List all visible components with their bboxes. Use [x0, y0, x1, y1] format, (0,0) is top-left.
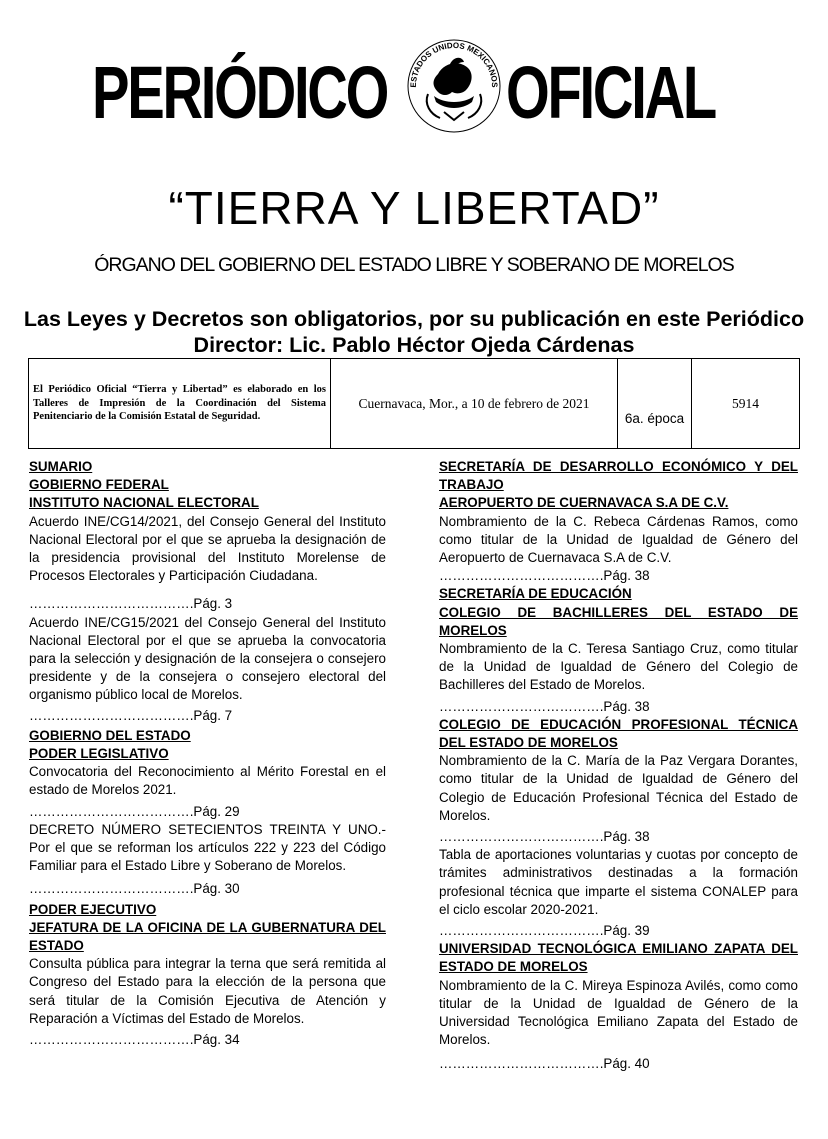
section-heading: PODER LEGISLATIVO [29, 746, 169, 762]
section-heading: AEROPUERTO DE CUERNAVACA S.A DE C.V. [439, 495, 729, 511]
organ-line: ÓRGANO DEL GOBIERNO DEL ESTADO LIBRE Y SOBERANO DE MORELOS [94, 254, 734, 276]
entry-text: Nombramiento de la C. Rebeca Cárdenas Ramos, como como titular de la Unidad de Igualdad de Género del Aeropuerto de Cuernavaca S.A de C.V. [439, 513, 798, 566]
section-heading: PODER EJECUTIVO [29, 901, 157, 917]
masthead-title-right: OFICIAL [506, 51, 715, 134]
entry-text: DECRETO NÚMERO SETECIENTOS TREINTA Y UNO.- Por el que se reforman los artículos 222 y 223 del Código Familiar para el Estado Libre y Soberano de Morelos. [29, 821, 386, 874]
printing-note: El Periódico Oficial “Tierra y Libertad” es elaborado en los Talleres de Impresión de la Coordinación del Sistema Penitenciario de la Comisión Estatal de Seguridad. [29, 359, 331, 448]
epoch-label: 6a. época [618, 359, 692, 448]
director-line: Director: Lic. Pablo Héctor Ojeda Cárdenas [193, 333, 635, 357]
section-heading: UNIVERSIDAD TECNOLÓGICA EMILIANO ZAPATA DEL ESTADO DE MORELOS [439, 941, 798, 975]
entry-page[interactable]: ……………………………….Pág. 34 [29, 1032, 240, 1048]
publication-date: Cuernavaca, Mor., a 10 de febrero de 2021 [331, 359, 618, 448]
entry-page[interactable]: ……………………………….Pág. 30 [29, 881, 240, 897]
entry-page[interactable]: ……………………………….Pág. 3 [29, 596, 233, 612]
entry-text: Convocatoria del Reconocimiento al Mérito Forestal en el estado de Morelos 2021. [29, 764, 386, 798]
entry-page[interactable]: ……………………………….Pág. 7 [29, 707, 233, 723]
entry-page[interactable]: ……………………………….Pág. 38 [439, 698, 650, 714]
national-seal-icon [404, 34, 504, 134]
section-heading: GOBIERNO FEDERAL [29, 477, 169, 493]
section-heading: GOBIERNO DEL ESTADO [29, 727, 191, 743]
issue-number: 5914 [732, 395, 759, 411]
entry-page[interactable]: ……………………………….Pág. 29 [29, 803, 240, 819]
entry-text: Nombramiento de la C. Mireya Espinoza Avilés, como como titular de la Unidad de Igualdad de Género de la Universidad Tecnológica Emiliano Zapata del Estado de Morelos. [439, 977, 798, 1048]
entry-text: Acuerdo INE/CG14/2021, del Consejo General del Instituto Nacional Electoral por el que se aprueba la designación de la presidencia provisional del Instituto Morelense de Procesos Electorales y Participación Ciudadana. [29, 513, 386, 584]
newspaper-subtitle: “TIERRA Y LIBERTAD” [168, 182, 660, 234]
section-heading: INSTITUTO NACIONAL ELECTORAL [29, 495, 259, 511]
section-heading: JEFATURA DE LA OFICINA DE LA GUBERNATURA DEL ESTADO [29, 919, 386, 954]
entry-page[interactable]: ……………………………….Pág. 40 [439, 1055, 650, 1071]
section-heading: COLEGIO DE BACHILLERES DEL ESTADO DE MORELOS [439, 604, 798, 638]
masthead [0, 34, 828, 144]
masthead-title-left: PERIÓDICO [92, 51, 388, 134]
entry-page[interactable]: ……………………………….Pág. 38 [439, 829, 650, 845]
entry-text: Tabla de aportaciones voluntarias y cuotas por concepto de trámites administrativos destinadas a la formación profesional técnica que imparte el sistema CONALEP para el ciclo escolar 2020-2021. [439, 847, 798, 917]
entry-text: Nombramiento de la C. Teresa Santiago Cruz, como titular de la Unidad de Igualdad de Género del Colegio de Bachilleres del Estado de Morelos. [439, 641, 798, 693]
entry-text: Consulta pública para integrar la terna que será remitida al Congreso del Estado para la elección de la persona que será titular de la Comisión Ejecutiva de Atención y Reparación a Víctimas del Estado de Morelos. [29, 956, 386, 1026]
laws-notice: Las Leyes y Decretos son obligatorios, por su publicación en este Periódico [23, 307, 805, 331]
entry-text: Acuerdo INE/CG15/2021 del Consejo General del Instituto Nacional Electoral por el que se aprueba la convocatoria para la selección y designación de la consejera o consejero presidente y de la consejera o consejero electoral del organismo público local de Morelos. [29, 614, 386, 703]
svg-text:ESTADOS UNIDOS MEXICANOS: ESTADOS UNIDOS MEXICANOS [408, 40, 500, 88]
summary-left-column [29, 458, 386, 1049]
summary-title: SUMARIO [29, 459, 93, 474]
summary-right-column [439, 458, 798, 1073]
section-heading: COLEGIO DE EDUCACIÓN PROFESIONAL TÉCNICA DEL ESTADO DE MORELOS [439, 716, 798, 751]
section-heading: SECRETARÍA DE DESARROLLO ECONÓMICO Y DEL TRABAJO [439, 459, 798, 493]
section-heading: SECRETARÍA DE EDUCACIÓN [439, 586, 632, 602]
publication-info-table [28, 358, 800, 449]
entry-page[interactable]: ……………………………….Pág. 39 [439, 923, 650, 939]
entry-text: Nombramiento de la C. María de la Paz Vergara Dorantes, como titular de la Unidad de Igualdad de Género del Colegio de Educación Profesional Técnica del Estado de Morelos. [439, 753, 798, 823]
entry-page[interactable]: ……………………………….Pág. 38 [439, 568, 650, 584]
